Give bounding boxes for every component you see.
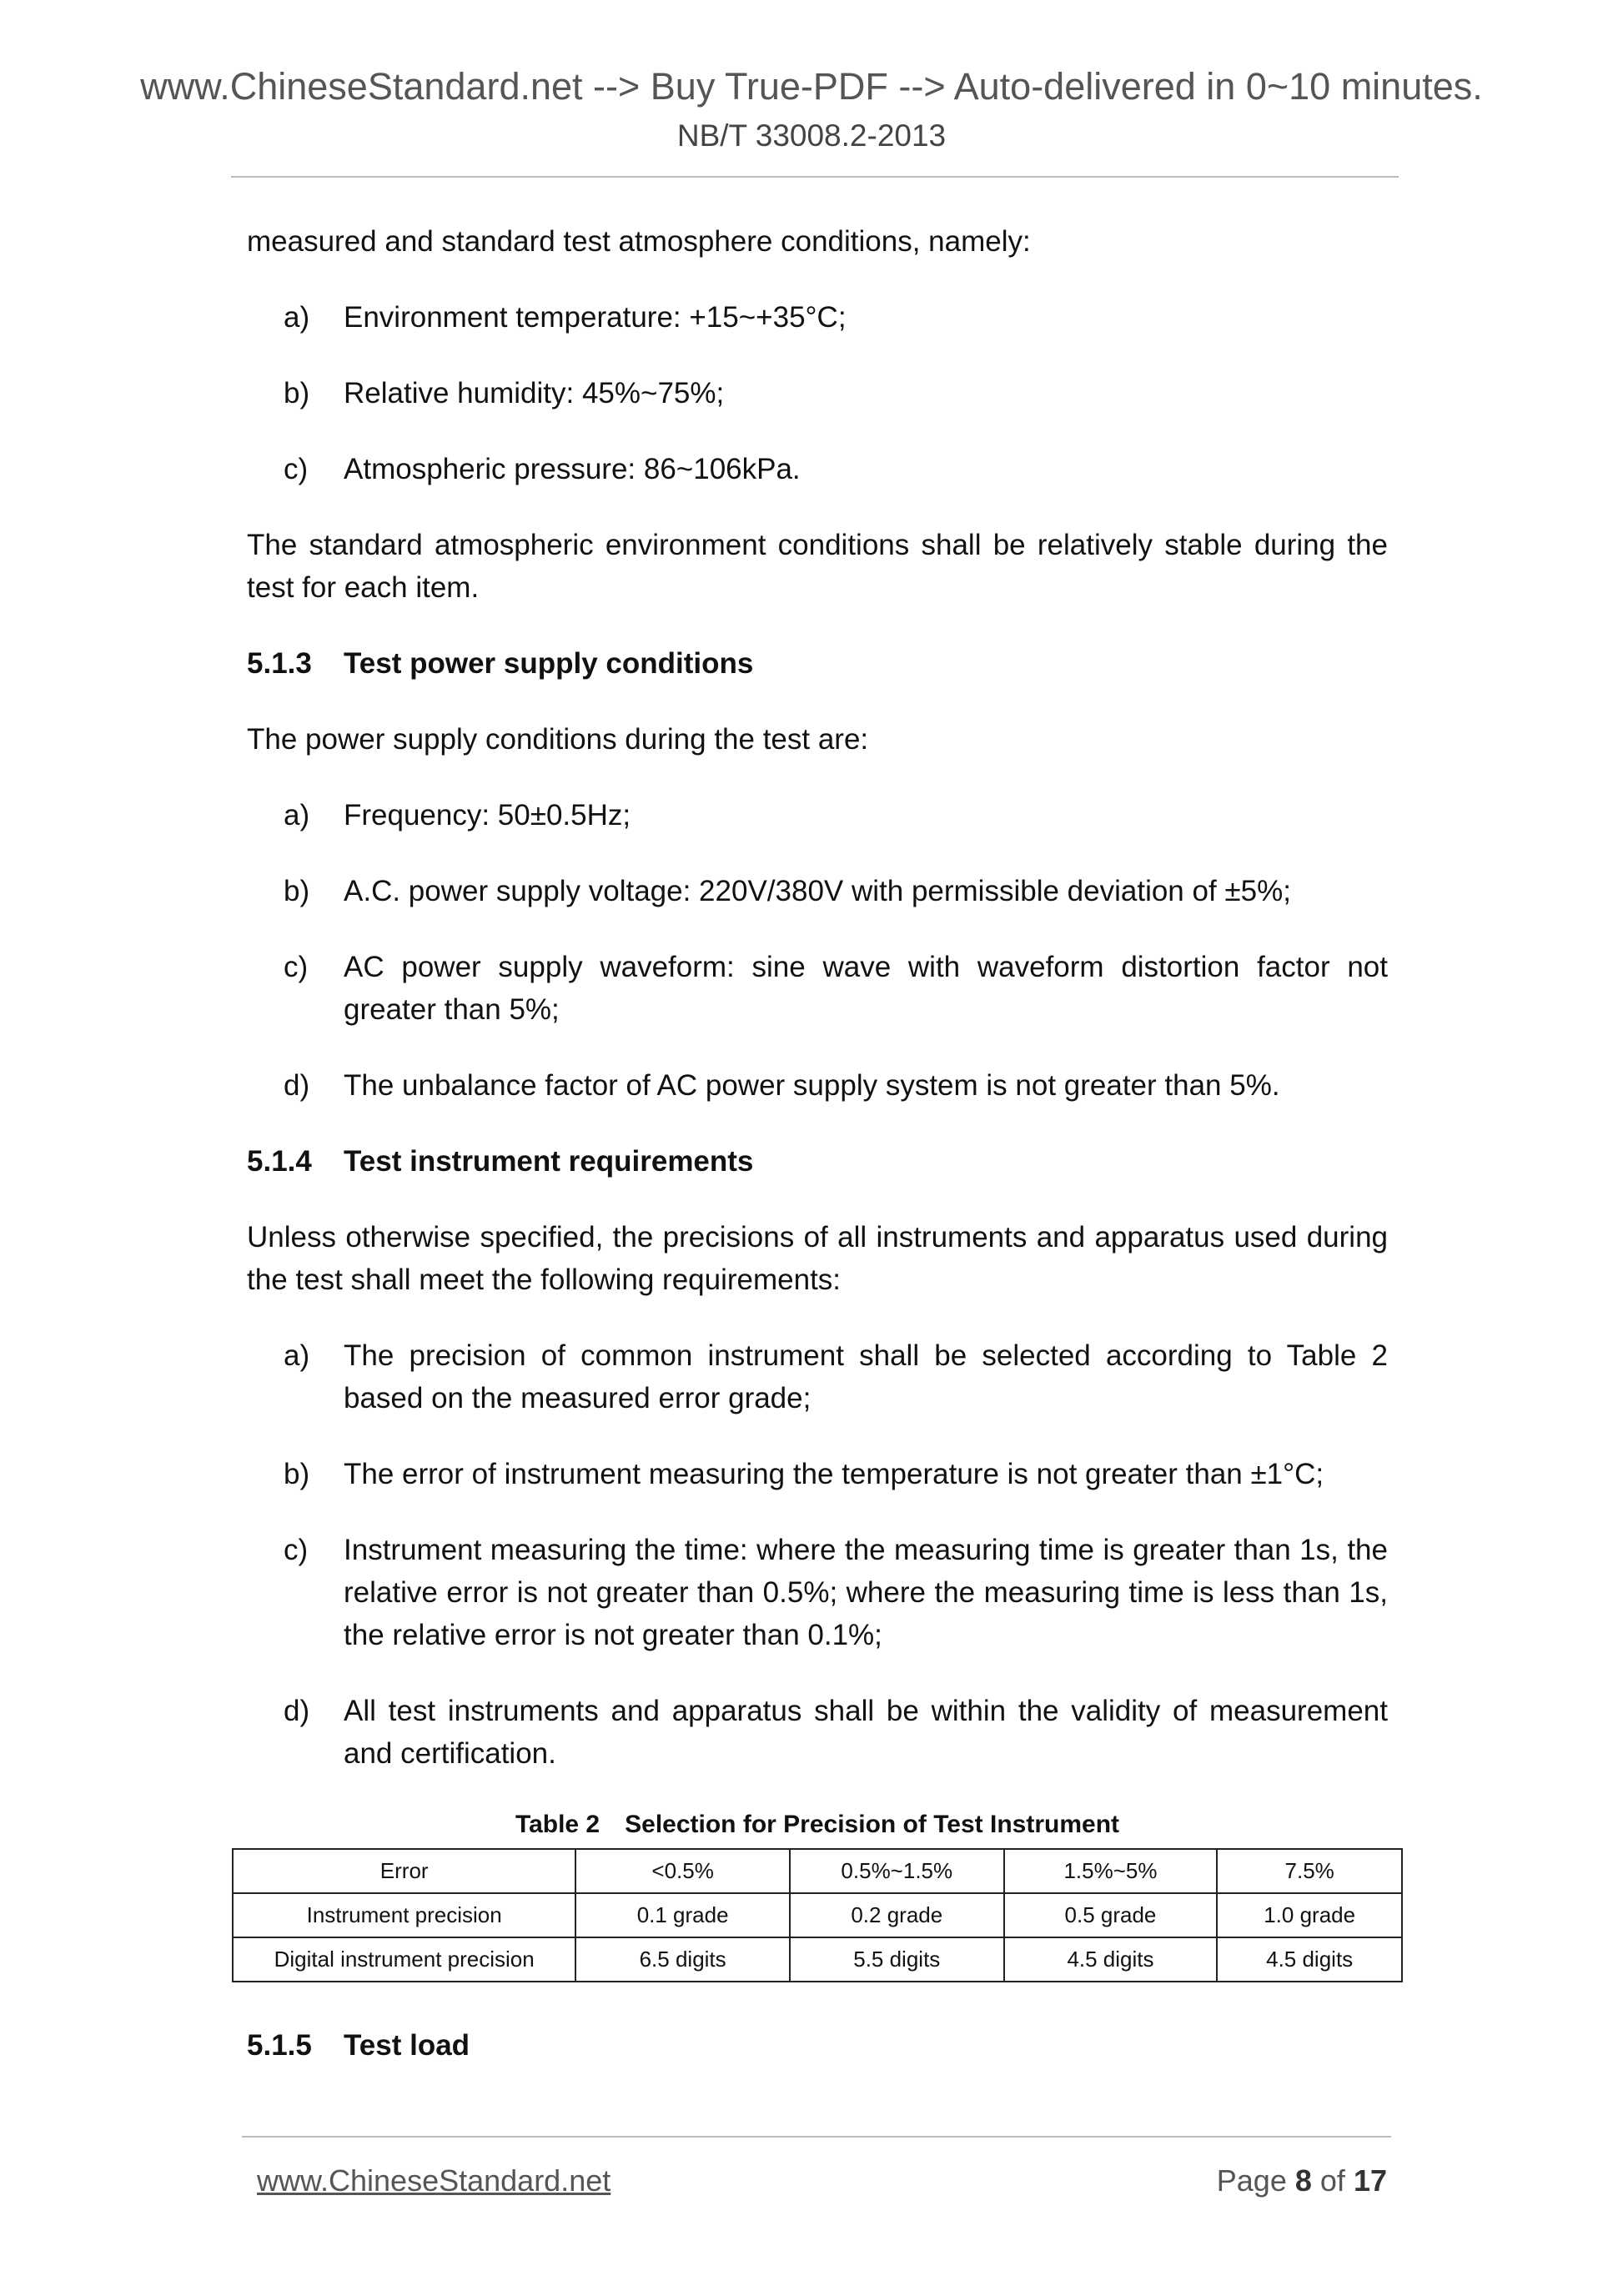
- page-indicator: [1217, 2160, 1387, 2202]
- table-row: [233, 1937, 1402, 1982]
- list-marker: c): [284, 453, 309, 485]
- list-marker: b): [284, 875, 310, 907]
- list-item: [247, 946, 1388, 1031]
- list-marker: a): [284, 799, 310, 831]
- document-body: [247, 220, 1388, 2100]
- section-title: Test instrument requirements: [344, 1145, 754, 1178]
- section-number: 5.1.5: [247, 2029, 312, 2062]
- list-item-text: Instrument measuring the time: where the measuring time is greater than 1s, the relative error is not greater than 0.5%; where the measuring time is less than 1s, the relative error is not greater than 0.1%;: [344, 1534, 1388, 1651]
- section-intro: The power supply conditions during the test are:: [247, 723, 869, 756]
- table-cell: 1.0 grade: [1217, 1893, 1402, 1937]
- list-marker: b): [284, 1458, 310, 1490]
- list-item: [247, 870, 1388, 912]
- list-item: [247, 1690, 1388, 1775]
- list-item: [247, 1453, 1388, 1495]
- list-item: [247, 372, 1388, 414]
- section-title: Test load: [344, 2029, 470, 2062]
- table-cell: 4.5 digits: [1217, 1937, 1402, 1982]
- table-row: [233, 1893, 1402, 1937]
- section-title: Test power supply conditions: [344, 647, 754, 680]
- footer-divider: [242, 2136, 1391, 2138]
- list-item-text: Frequency: 50±0.5Hz;: [344, 799, 631, 831]
- list-marker: d): [284, 1695, 310, 1727]
- list-item: [247, 1334, 1388, 1419]
- list-marker: b): [284, 377, 310, 409]
- page-of: of: [1319, 2163, 1345, 2198]
- header-divider: [231, 176, 1399, 178]
- table-cell: Instrument precision: [233, 1893, 575, 1937]
- footer-link[interactable]: www.ChineseStandard.net: [257, 2163, 611, 2198]
- list-item-text: Environment temperature: +15~+35°C;: [344, 301, 847, 334]
- page-prefix: Page: [1216, 2163, 1287, 2198]
- list-item-text: AC power supply waveform: sine wave with waveform distortion factor not greater than 5%;: [344, 951, 1388, 1026]
- table-caption: [247, 1808, 1388, 1841]
- header-banner: www.ChineseStandard.net --> Buy True-PDF --> Auto-delivered in 0~10 minutes.: [140, 65, 1483, 108]
- table-cell: 6.5 digits: [575, 1937, 790, 1982]
- table-row: [233, 1849, 1402, 1893]
- list-item: [247, 1064, 1388, 1107]
- list-item-text: The precision of common instrument shall be selected according to Table 2 based on the measured error grade;: [344, 1339, 1388, 1414]
- section-heading-5-1-4: [247, 1140, 1388, 1183]
- table-cell: Digital instrument precision: [233, 1937, 575, 1982]
- table-cell: <0.5%: [575, 1849, 790, 1893]
- section-number: 5.1.3: [247, 647, 312, 680]
- table-cell: 0.2 grade: [790, 1893, 1004, 1937]
- list-item: [247, 296, 1388, 339]
- list-marker: d): [284, 1069, 310, 1102]
- table-cell: 4.5 digits: [1004, 1937, 1218, 1982]
- list-item: [247, 794, 1388, 837]
- table-cell: 5.5 digits: [790, 1937, 1004, 1982]
- precision-table: [232, 1848, 1403, 1982]
- table-cell: 0.5 grade: [1004, 1893, 1218, 1937]
- list-item-text: All test instruments and apparatus shall be within the validity of measurement and certification.: [344, 1695, 1388, 1770]
- table-cell: 1.5%~5%: [1004, 1849, 1218, 1893]
- list-item-text: The unbalance factor of AC power supply system is not greater than 5%.: [344, 1069, 1280, 1102]
- table-cell: Error: [233, 1849, 575, 1893]
- list-item-text: Relative humidity: 45%~75%;: [344, 377, 725, 409]
- list-item-text: Atmospheric pressure: 86~106kPa.: [344, 453, 801, 485]
- table-title: Selection for Precision of Test Instrument: [625, 1811, 1120, 1838]
- list-item: [247, 448, 1388, 490]
- list-marker: c): [284, 1534, 309, 1566]
- intro-paragraph: measured and standard test atmosphere conditions, namely:: [247, 225, 1031, 258]
- page-total: 17: [1353, 2163, 1387, 2198]
- list-item-text: A.C. power supply voltage: 220V/380V with permissible deviation of ±5%;: [344, 875, 1291, 907]
- standard-code: NB/T 33008.2-2013: [676, 118, 947, 153]
- section-heading-5-1-5: [247, 2024, 1388, 2067]
- table-cell: 7.5%: [1217, 1849, 1402, 1893]
- list-item-text: The error of instrument measuring the temperature is not greater than ±1°C;: [344, 1458, 1324, 1490]
- stability-note: The standard atmospheric environment conditions shall be relatively stable during the test for each item.: [247, 529, 1388, 604]
- table-number: Table 2: [515, 1811, 600, 1838]
- section-heading-5-1-3: [247, 642, 1388, 685]
- list-marker: c): [284, 951, 309, 983]
- list-marker: a): [284, 301, 310, 334]
- section-intro: Unless otherwise specified, the precisions of all instruments and apparatus used during the test shall meet the following requirements:: [247, 1221, 1388, 1296]
- page-current: 8: [1294, 2163, 1312, 2198]
- table-cell: 0.5%~1.5%: [790, 1849, 1004, 1893]
- table-cell: 0.1 grade: [575, 1893, 790, 1937]
- list-marker: a): [284, 1339, 310, 1372]
- section-number: 5.1.4: [247, 1145, 312, 1178]
- list-item: [247, 1529, 1388, 1656]
